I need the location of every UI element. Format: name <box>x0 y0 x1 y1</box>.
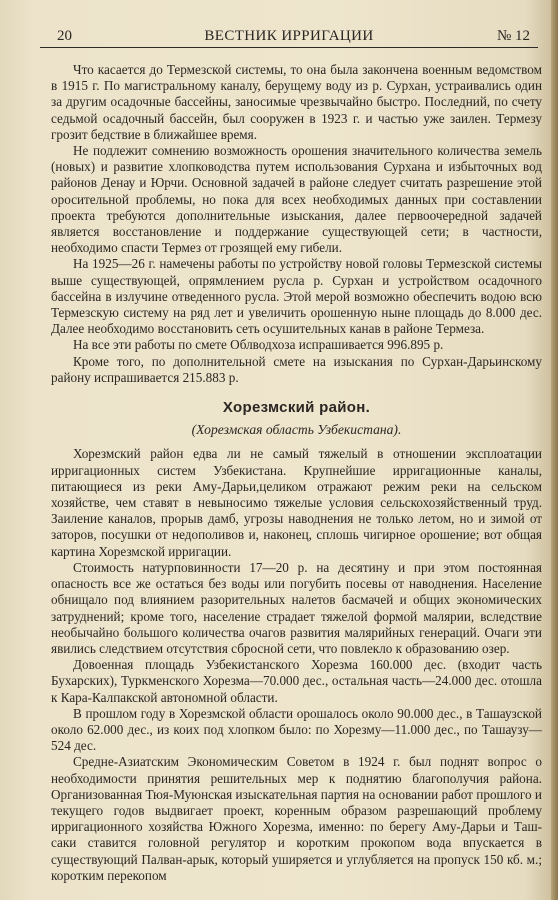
paragraph: Хорезмский район едва ли не самый тяжелый в отношении эксплоатации ирригационных систем Узбекистана. Крупнейшие ирригационные каналы, питающиеся из реки Аму-Дарьи,целиком отражают режим реки на сельском хозяйстве, чем ставят в невыносимо тяжелые условия сельскохозяйственный труд. Заиление каналов, прорыв дамб, угрозы наводнения не только летом, но и зимой от заторов, посушки от недополивов и, наконец, сплошь чигирное орошение; вот общая картина Хорезмской ирригации. <box>51 446 542 559</box>
paragraph: На 1925—26 г. намечены работы по устройству новой головы Термезской системы выше существующей, опрямлением русла р. Сурхан и устройством осадочного бассейна в излучине отведенного русла. Этой мерой возможно обеспечить водою всю Термезскую систему на ряд лет и увеличить орошенную ныне площадь до 8.000 дес. Далее необходимо восстановить сеть осушительных канав в районе Термеза. <box>51 256 542 337</box>
page-number: 20 <box>57 28 72 44</box>
section-heading: Хорезмский район. <box>222 399 371 417</box>
paragraph: В прошлом году в Хорезмской области орошалось около 90.000 дес., в Ташаузской около 62.000 дес., из коих под хлопком было: по Хорезму—11.000 дес., по Ташаузу—524 дес. <box>51 705 542 754</box>
issue-number: № 12 <box>496 28 530 44</box>
paragraph: Что касается до Термезской системы, то она была закончена военным ведомством в 1915 г. По магистральному каналу, берущему воду из р. Сурхан, устраивались один за другим осадочные бассейны, заносимые чрезвычайно быстро. Последний, по счету седьмой осадочный бассейн, был сооружен в 1923 г. и частью уже заилен. Термезу грозит бедствие в ближайшее время. <box>51 62 542 142</box>
paragraph: Средне-Азиатским Экономическим Советом в 1924 г. был поднят вопрос о необходимости принятия решительных мер к поднятию благополучия района. Организованная Тюя-Муюнская изыскательная партия на основании работ прошлого и текущего годов выдвигает проект, коренным образом разрешающий проблему ирригационного хозяйства Южного Хорезма, именно: по берегу Аму-Дарьи и Таш-саки ставится головной регулятор и коротким прокопом вода впускается в существующий Палван-арык, который уширяется и углубляется на пропуск 150 кб. м.; коротким перекопом <box>51 754 542 883</box>
paragraph: Стоимость натурповинности 17—20 р. на десятину и при этом постоянная опасность все же остаться без воды или погубить посевы от наводнения. Население обнищало под влиянием разорительных налетов басмачей и общих экономических затруднений; кроме того, население страдает тяжелой формой малярии, вследствие необычайно большого количества очагов развития малярийных генераций. Очаги эти явились следствием отсутствия сбросной сети, что повлекло к образованию озер. <box>51 559 542 656</box>
paragraph: Не подлежит сомнению возможность орошения значительного количества земель (новых) и развитие хлопководства путем использования Сурхана и избыточных вод районов Денау и Юрчи. Основной задачей в районе следует считать разрешение этой оросительной проблемы, но пока для всех необходимых данных при составлении проекта требуются дополнительные изыскания, далее первоочередной задачей является восстановление и поддержание существующей сети; в частности, необходимо спасти Термез от грозящей ему гибели. <box>51 143 542 256</box>
section-subtitle: (Хорезмская область Узбекистана). <box>191 422 402 438</box>
article-body <box>51 62 542 884</box>
paragraph: Кроме того, по дополнительной смете на изыскания по Сурхан-Дарьинскому району испрашивается 215.883 р. <box>51 353 542 385</box>
paragraph: Довоенная площадь Узбекистанского Хорезма 160.000 дес. (входит часть Бухарских), Туркменского Хорезма—70.000 дес., остальная часть—24.000 дес. отошла к Кара-Калпакской автономной области. <box>51 657 542 705</box>
journal-title: ВЕСТНИК ИРРИГАЦИИ <box>204 28 374 44</box>
paragraph: На все эти работы по смете Облводхоза испрашивается 996.895 р. <box>73 337 444 353</box>
running-header <box>40 25 538 48</box>
page-edge <box>551 0 558 900</box>
